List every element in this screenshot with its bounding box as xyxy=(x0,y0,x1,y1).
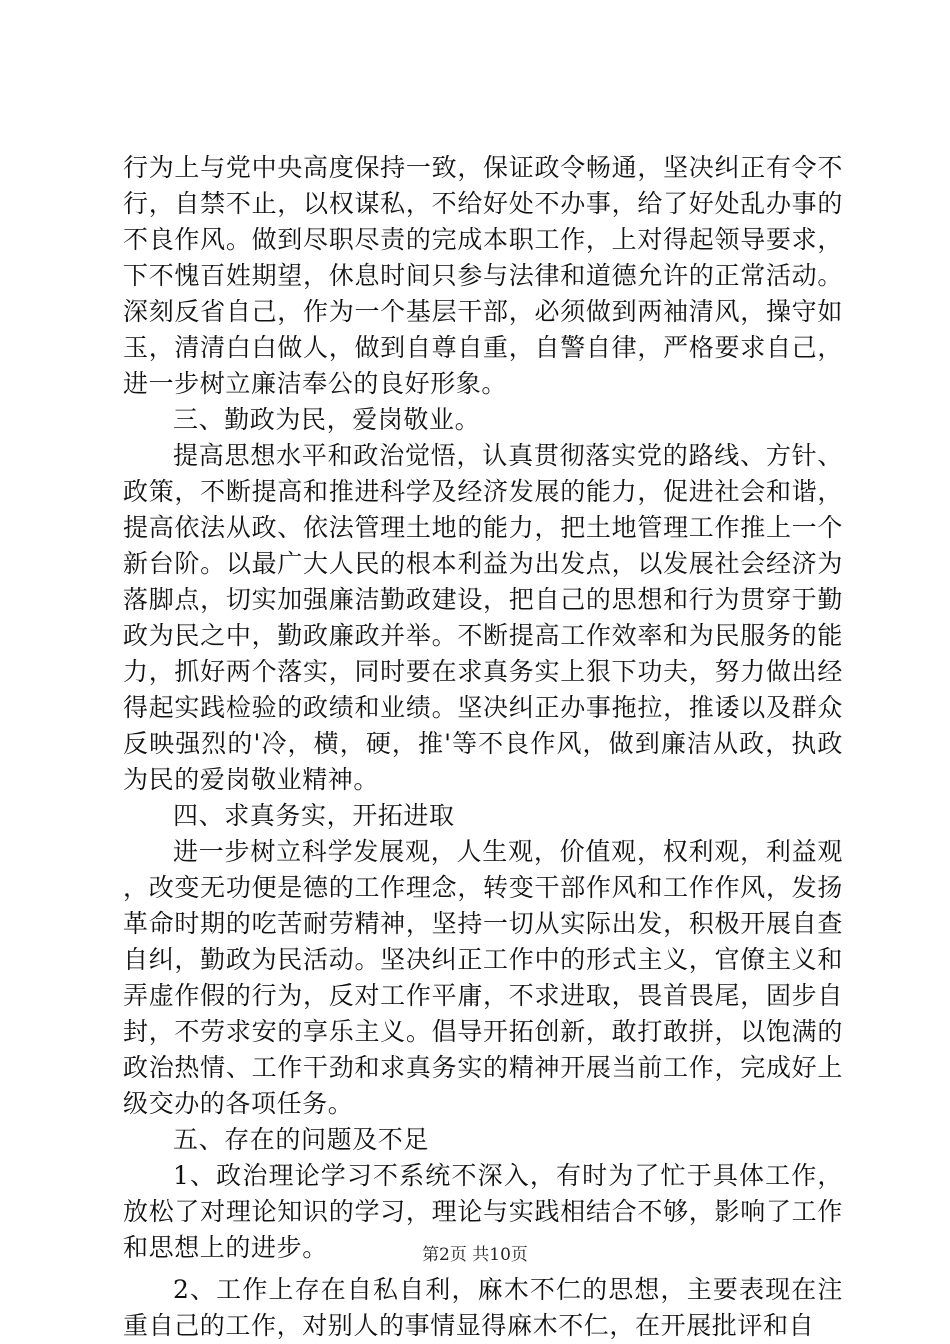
section-heading-3: 三、勤政为民，爱岗敬业。 xyxy=(173,405,481,434)
page-number-footer: 第2页 共10页 xyxy=(422,1245,528,1265)
section-heading-5: 五、存在的问题及不足 xyxy=(173,1125,430,1154)
paragraph-1: 行为上与党中央高度保持一致，保证政令畅通，坚决纠正有令不行，自禁不止，以权谋私，不给好处不办事，给了好处乱办事的不良作风。做到尽职尽责的完成本职工作，上对得起领导要求，下不愧百姓期望，休息时间只参与法律和道德允许的正常活动。深刻反省自己，作为一个基层干部，必须做到两袖清风，操守如玉，清清白白做人，做到自尊自重，自警自律，严格要求自己，进一步树立廉洁奉公的良好形象。 xyxy=(123,153,843,398)
section-heading-4: 四、求真务实，开拓进取 xyxy=(173,801,455,830)
document-body xyxy=(123,150,843,1344)
paragraph-section-3: 提高思想水平和政治觉悟，认真贯彻落实党的路线、方针、政策，不断提高和推进科学及经济发展的能力，促进社会和谐，提高依法从政、依法管理土地的能力，把土地管理工作推上一个新台阶。以最广大人民的根本利益为出发点，以发展社会经济为落脚点，切实加强廉洁勤政建设，把自己的思想和行为贯穿于勤政为民之中，勤政廉政并举。不断提高工作效率和为民服务的能力，抓好两个落实，同时要在求真务实上狠下功夫，努力做出经得起实践检验的政绩和业绩。坚决纠正办事拖拉，推诿以及群众反映强烈的'冷，横，硬，推'等不良作风，做到廉洁从政，执政为民的爱岗敬业精神。 xyxy=(123,441,843,794)
paragraph-section-4: 进一步树立科学发展观，人生观，价值观，权利观，利益观，改变无功便是德的工作理念，转变干部作风和工作作风，发扬革命时期的吃苦耐劳精神，坚持一切从实际出发，积极开展自查自纠，勤政为民活动。坚决纠正工作中的形式主义，官僚主义和弄虚作假的行为，反对工作平庸，不求进取，畏首畏尾，固步自封，不劳求安的享乐主义。倡导开拓创新，敢打敢拼，以饱满的政治热情、工作干劲和求真务实的精神开展当前工作，完成好上级交办的各项任务。 xyxy=(123,837,843,1118)
issue-item-1: 1、政治理论学习不系统不深入，有时为了忙于具体工作，放松了对理论知识的学习，理论与实践相结合不够，影响了工作和思想上的进步。 xyxy=(123,1161,843,1262)
issue-item-2: 2、工作上存在自私自利，麻木不仁的思想，主要表现在注重自己的工作，对别人的事情显得麻木不仁，在开展批评和自 xyxy=(123,1275,843,1340)
